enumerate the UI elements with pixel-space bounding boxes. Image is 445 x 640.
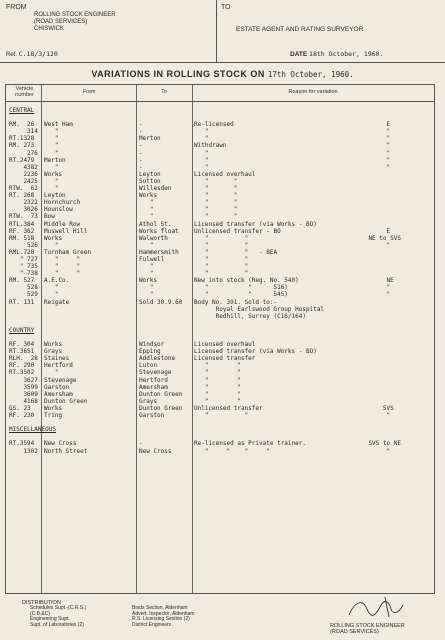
table-row	[6, 185, 434, 192]
reason-cell: " "	[194, 255, 249, 263]
variations-table	[5, 84, 435, 594]
page-title	[0, 69, 445, 79]
table-row	[6, 391, 434, 398]
distribution-item: Engineering Supt.	[30, 616, 70, 623]
to-cell: New Cross	[139, 447, 172, 455]
section-heading	[6, 327, 434, 334]
vehicle-number: " 735	[9, 263, 38, 271]
to-cell: Stevenage	[139, 369, 172, 377]
code-cell: "	[354, 149, 391, 157]
code-cell: NE to SVS	[354, 234, 401, 242]
table-row	[6, 369, 434, 376]
reference	[6, 50, 58, 58]
from-cell: Works	[44, 341, 63, 349]
table-row	[6, 192, 434, 199]
from-cell: Hertford	[44, 362, 73, 370]
code-cell: SVS to NE	[354, 440, 401, 448]
table-row	[6, 263, 434, 270]
table-row	[6, 135, 434, 142]
vehicle-number: MISCELLANEOUS	[9, 426, 56, 434]
to-cell: "	[139, 206, 154, 214]
table-row	[6, 121, 434, 128]
reason-cell: " "	[194, 412, 249, 420]
ref-value: C.18/3/120	[18, 50, 58, 58]
vehicle-number: 276	[9, 149, 38, 157]
table-row	[6, 412, 434, 419]
table-row	[6, 284, 434, 291]
vehicle-number: 3627	[9, 376, 38, 384]
to-cell: Works float	[139, 227, 179, 235]
table-row	[6, 433, 434, 440]
col-vehicle: Vehicle number	[15, 86, 34, 98]
table-row	[6, 419, 434, 426]
table-row	[6, 206, 434, 213]
vehicle-number: RF. 362	[9, 227, 35, 235]
vehicle-number: RT.3651	[9, 348, 35, 356]
to-cell: -	[139, 163, 143, 171]
vehicle-number: CENTRAL	[9, 107, 35, 114]
to-cell: Grays	[139, 397, 158, 405]
table-row	[6, 142, 434, 149]
vehicle-number: GS. 23	[9, 404, 31, 412]
to-cell: Willesden	[139, 185, 172, 193]
distribution-item: Advert. Inspector, Aldenham	[132, 610, 195, 617]
section-heading	[6, 426, 434, 433]
reason-cell: " "	[194, 263, 249, 271]
code-cell: "	[354, 284, 391, 292]
header-divider	[216, 0, 217, 62]
reason-cell: "	[194, 128, 209, 136]
signature-title-line: (ROAD SERVICES)	[330, 629, 379, 635]
vehicle-number: 2425	[9, 177, 38, 185]
code-cell: E	[354, 121, 391, 129]
table-row	[6, 213, 434, 220]
reason-cell: " "	[194, 206, 238, 214]
to-cell: -	[139, 156, 143, 164]
distribution-item: Binds Section, Aldenham	[132, 605, 188, 611]
distribution-footer	[0, 595, 445, 640]
vehicle-number: RLH. 28	[9, 355, 38, 363]
to-cell: "	[139, 241, 154, 249]
table-row	[6, 398, 434, 405]
vehicle-number: 528	[9, 284, 38, 292]
table-row	[6, 221, 434, 228]
to-label: TO	[221, 4, 231, 11]
table-row	[6, 171, 434, 178]
code-cell: "	[354, 447, 391, 455]
reason-cell: " "	[194, 199, 238, 207]
from-cell: Garston	[44, 383, 70, 391]
from-cell: "	[44, 163, 59, 171]
vehicle-number: RT.1328	[9, 135, 35, 143]
reason-cell: " "	[194, 397, 241, 405]
to-cell: Hertford	[139, 376, 168, 384]
to-cell: Works	[139, 192, 158, 200]
table-row	[6, 320, 434, 327]
from-cell: Middle Row	[44, 220, 81, 228]
table-row	[6, 128, 434, 135]
table-row	[6, 150, 434, 157]
distribution-label: DISTRIBUTION	[22, 600, 61, 606]
reason-cell: Licensed overhaul	[194, 170, 256, 178]
vehicle-number: 526	[9, 241, 38, 249]
from-cell: New Cross	[44, 440, 77, 448]
vehicle-number: RM. 273	[9, 142, 35, 150]
from-cell: Merton	[44, 156, 66, 164]
code-cell: E	[354, 227, 391, 235]
distribution-item: District Engineers	[132, 621, 172, 628]
from-cell: Stevenage	[44, 376, 77, 384]
vehicle-number: 1302	[9, 447, 38, 455]
table-row	[6, 199, 434, 206]
from-cell: " "	[44, 255, 81, 263]
vehicle-number: RT.2479	[9, 156, 35, 164]
vehicle-number: RF. 230	[9, 412, 35, 420]
title-date: 17th October, 1960.	[267, 70, 354, 79]
from-cell: "	[44, 284, 59, 292]
table-row	[6, 334, 434, 341]
to-cell: "	[139, 291, 154, 299]
to-cell: "	[139, 199, 154, 207]
to-cell: Athol St.	[139, 220, 172, 228]
from-cell: "	[44, 369, 59, 377]
table-row	[6, 114, 434, 121]
from-cell: "	[44, 142, 59, 150]
reason-cell: Withdrawn	[194, 142, 227, 150]
from-cell: A.E.Co.	[44, 277, 70, 285]
table-row	[6, 277, 434, 284]
to-cell: Walworth	[139, 234, 168, 242]
from-line: ROLLING STOCK ENGINEER	[34, 12, 116, 18]
table-row	[6, 448, 434, 455]
reason-cell: Licensed transfer (via Works - BO)	[194, 348, 317, 356]
vehicle-number: " 727	[9, 255, 38, 263]
to-cell: Dunton Green	[139, 404, 183, 412]
from-cell: West Ham	[44, 121, 73, 129]
code-cell: "	[354, 291, 391, 299]
table-row	[6, 440, 434, 447]
date-value: 18th October, 1960.	[309, 50, 384, 58]
to-cell: -	[139, 149, 143, 157]
table-row	[6, 405, 434, 412]
date-field	[290, 50, 383, 58]
vehicle-number: RM. 518	[9, 234, 35, 242]
from-cell: "	[44, 149, 59, 157]
reason-cell: " "	[194, 369, 241, 377]
vehicle-number: RT. 268	[9, 192, 35, 200]
reason-cell: " "	[194, 241, 249, 249]
code-cell: "	[354, 135, 391, 143]
code-cell: "	[354, 241, 391, 249]
to-cell: "	[139, 263, 154, 271]
from-cell: Works	[44, 234, 63, 242]
reason-cell: Licensed overhaul	[194, 341, 256, 349]
to-cell: Works	[139, 277, 158, 285]
distribution-list-left	[30, 606, 86, 628]
vehicle-number: 3599	[9, 383, 38, 391]
distribution-list-right	[132, 606, 195, 628]
table-body	[6, 107, 434, 455]
vehicle-number: 3026	[9, 206, 38, 214]
table-row	[6, 228, 434, 235]
vehicle-number: RT.3502	[9, 369, 35, 377]
from-cell: Muswell Hill	[44, 227, 88, 235]
table-row	[6, 341, 434, 348]
reason-cell: "	[194, 149, 209, 157]
code-cell: "	[354, 163, 391, 171]
reason-cell: " "	[194, 177, 238, 185]
from-cell: Reigate	[44, 298, 70, 306]
reason-cell: Unlicensed transfer	[194, 404, 263, 412]
reason-cell: " "	[194, 234, 249, 242]
handwritten-signature	[345, 595, 415, 619]
table-row	[6, 178, 434, 185]
table-row	[6, 270, 434, 277]
col-to: To	[161, 89, 167, 95]
col-reason: Reason for variation	[288, 89, 338, 95]
signature-title	[330, 623, 405, 635]
reason-cell: " " 516)	[194, 284, 288, 292]
to-cell: Luton	[139, 362, 158, 370]
vehicle-number: RM. 26	[9, 121, 35, 129]
to-cell: -	[139, 121, 143, 129]
vehicle-number: 2236	[9, 170, 38, 178]
vehicle-number: RTL.384	[9, 220, 35, 228]
reason-cell: Unlicensed transfer - BO	[194, 227, 281, 235]
to-cell: Sutton	[139, 177, 161, 185]
from-cell: "	[44, 128, 59, 136]
from-cell: Works	[44, 170, 63, 178]
reason-cell: "	[194, 156, 209, 164]
vehicle-number: RTW. 73	[9, 213, 38, 221]
from-cell: Tring	[44, 412, 63, 420]
reason-cell: Re-licensed as Private trainer.	[194, 440, 306, 448]
from-cell: Staines	[44, 355, 70, 363]
table-row	[6, 291, 434, 298]
distribution-item: Supt. of Laboratories (2)	[30, 621, 84, 628]
from-cell: "	[44, 135, 59, 143]
reason-cell: "	[194, 135, 209, 143]
code-cell: "	[354, 156, 391, 164]
table-row	[6, 384, 434, 391]
table-header	[6, 85, 434, 102]
distribution-item: Schedules Supt.-(C.R.S.)	[30, 605, 87, 611]
to-cell: Garston	[139, 412, 165, 420]
from-cell: "	[44, 177, 59, 185]
reason-cell: Royal Earlswood Group Hospital	[194, 305, 325, 313]
vehicle-number: RT.3594	[9, 440, 35, 448]
reason-cell: " "	[194, 376, 241, 384]
vehicle-number: " 738	[9, 270, 38, 278]
to-cell: Leyton	[139, 170, 161, 178]
table-row	[6, 235, 434, 242]
vehicle-number: RT. 131	[9, 298, 35, 306]
code-cell: "	[354, 142, 391, 150]
to-cell: Merton	[139, 135, 161, 143]
from-cell: Dunton Green	[44, 397, 88, 405]
vehicle-number: RML.728	[9, 248, 35, 256]
reason-cell: " "	[194, 192, 238, 200]
reason-cell: Redhill, Surrey (C16/164)	[194, 312, 306, 320]
vehicle-number: RTW. 62	[9, 185, 38, 193]
vehicle-number: RM. 527	[9, 277, 35, 285]
table-row	[6, 377, 434, 384]
from-cell: " "	[44, 263, 81, 271]
table-row	[6, 157, 434, 164]
to-cell: Windsor	[139, 341, 165, 349]
date-label: DATE	[290, 51, 308, 58]
to-cell: "	[139, 270, 154, 278]
from-line: CHISWICK	[34, 26, 64, 32]
vehicle-number: 4382	[9, 163, 38, 171]
reason-cell: " "	[194, 362, 241, 370]
from-cell: "	[44, 185, 59, 193]
signature-title-line: ROLLING STOCK ENGINEER	[330, 623, 405, 629]
from-cell: "	[44, 291, 59, 299]
vehicle-number: 2322	[9, 199, 38, 207]
to-cell: Sold 30.9.60	[139, 298, 183, 306]
to-recipient: ESTATE AGENT AND RATING SURVEYOR	[236, 26, 364, 33]
code-cell: "	[354, 128, 391, 136]
from-cell: North Street	[44, 447, 88, 455]
to-cell: -	[139, 142, 143, 150]
table-row	[6, 362, 434, 369]
reason-cell: Licensed transfer	[194, 355, 256, 363]
ref-label: Ref.	[6, 52, 18, 58]
to-cell: Fulwell	[139, 255, 165, 263]
reason-cell: New into stock (Reg. No. 540)	[194, 277, 299, 285]
from-cell: Bow	[44, 213, 55, 221]
reason-cell: Licensed transfer (via Works - BO)	[194, 220, 317, 228]
table-row	[6, 299, 434, 306]
vehicle-number: 4168	[9, 397, 38, 405]
to-cell: -	[139, 128, 143, 136]
vehicle-number: 529	[9, 291, 38, 299]
table-row	[6, 164, 434, 171]
to-cell: Dunton Green	[139, 390, 183, 398]
reason-cell: "	[194, 163, 209, 171]
to-cell: "	[139, 284, 154, 292]
table-row	[6, 256, 434, 263]
from-cell: Leyton	[44, 192, 66, 200]
table-row	[6, 306, 434, 313]
from-cell: Hounslow	[44, 206, 73, 214]
reason-cell: " " - BEA	[194, 248, 278, 256]
from-cell: Grays	[44, 348, 63, 356]
table-row	[6, 313, 434, 320]
vehicle-number: RF. 290	[9, 362, 35, 370]
reason-cell: " "	[194, 390, 241, 398]
code-cell: "	[354, 412, 391, 420]
vehicle-number: RF. 304	[9, 341, 35, 349]
reason-cell: " "	[194, 213, 238, 221]
memo-header	[0, 0, 445, 63]
from-cell: Turnham Green	[44, 248, 91, 256]
to-cell: "	[139, 213, 154, 221]
table-row	[6, 249, 434, 256]
from-cell: Hornchurch	[44, 199, 81, 207]
reason-cell: " " 545)	[194, 291, 288, 299]
from-cell: Works	[44, 404, 63, 412]
table-row	[6, 242, 434, 249]
from-address	[34, 12, 116, 33]
table-row	[6, 355, 434, 362]
col-from: From	[82, 89, 96, 95]
vehicle-number: 314	[9, 128, 38, 136]
reason-cell: " "	[194, 185, 238, 193]
from-cell: " "	[44, 270, 81, 278]
reason-cell: Re-licensed	[194, 121, 234, 129]
distribution-item: (C.B.&C)	[30, 610, 50, 617]
to-cell: Amersham	[139, 383, 168, 391]
from-cell: Amersham	[44, 390, 73, 398]
title-text: VARIATIONS IN ROLLING STOCK ON	[91, 69, 265, 79]
from-line: (ROAD SERVICES)	[34, 19, 88, 25]
distribution-item: R.S. Licensing Section (2)	[132, 616, 190, 623]
section-heading	[6, 107, 434, 114]
vehicle-number: 3609	[9, 390, 38, 398]
from-cell: "	[44, 241, 59, 249]
to-cell: Addlestone	[139, 355, 176, 363]
reason-cell: Body No. 391. Sold to:-	[194, 298, 278, 306]
code-cell: SVS	[354, 404, 394, 412]
to-cell: -	[139, 440, 143, 448]
to-cell: Epping	[139, 348, 161, 356]
reason-cell: " "	[194, 383, 241, 391]
reason-cell: " " " "	[194, 447, 270, 455]
vehicle-number: COUNTRY	[9, 326, 35, 334]
reason-cell: " "	[194, 270, 249, 278]
to-cell: Hammersmith	[139, 248, 179, 256]
code-cell: NE	[354, 277, 394, 285]
from-label: FROM	[6, 4, 27, 11]
table-row	[6, 348, 434, 355]
